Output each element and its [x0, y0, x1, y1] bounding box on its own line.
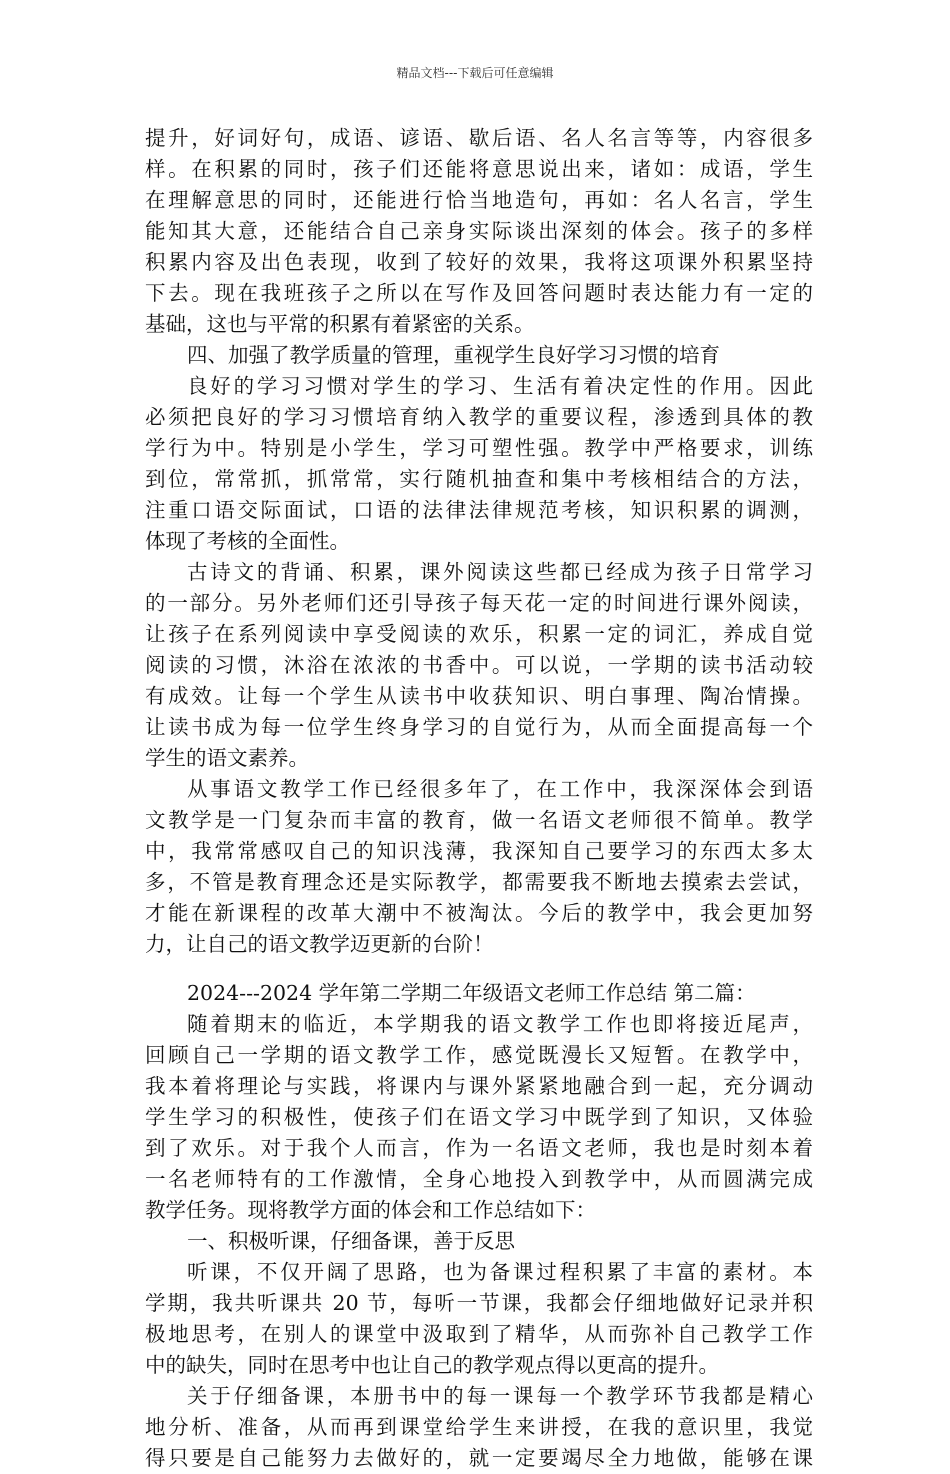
text-line: 让读书成为每一位学生终身学习的自觉行为，从而全面提高每一个: [145, 715, 813, 739]
text-line: 让孩子在系列阅读中享受阅读的欢乐，积累一定的词汇，养成自觉: [145, 622, 813, 646]
text-line: 极地思考，在别人的课堂中汲取到了精华，从而弥补自己教学工作: [145, 1322, 813, 1346]
text-line: 学生的语文素养。: [145, 746, 309, 770]
text-line: 积累内容及出色表现，收到了较好的效果，我将这项课外积累坚持: [145, 250, 813, 274]
text-line: 样。在积累的同时，孩子们还能将意思说出来，诸如：成语，学生: [145, 157, 813, 181]
text-line: 一、积极听课，仔细备课，善于反思: [187, 1229, 515, 1253]
text-line: 必须把良好的学习习惯培育纳入教学的重要议程，渗透到具体的教: [145, 405, 813, 429]
text-line: 学期，我共听课共 20 节，每听一节课，我都会仔细地做好记录并积: [145, 1291, 813, 1315]
text-line: 在理解意思的同时，还能进行恰当地造句，再如：名人名言，学生: [145, 188, 813, 212]
page-header: 精品文档---下载后可任意编辑: [396, 66, 554, 80]
text-line: 阅读的习惯，沐浴在浓浓的书香中。可以说，一学期的读书活动较: [145, 653, 813, 677]
document-body: [145, 123, 813, 1474]
text-line: 提升，好词好句，成语、谚语、歇后语、名人名言等等，内容很多: [145, 126, 813, 150]
text-line: 我本着将理论与实践，将课内与课外紧紧地融合到一起，充分调动: [145, 1074, 813, 1098]
text-line: 学行为中。特别是小学生，学习可塑性强。教学中严格要求，训练: [145, 436, 813, 460]
text-line: 基础，这也与平常的积累有着紧密的关系。: [145, 312, 535, 336]
text-line: 能知其大意，还能结合自己亲身实际谈出深刻的体会。孩子的多样: [145, 219, 813, 243]
text-line: 学生学习的积极性，使孩子们在语文学习中既学到了知识，又体验: [145, 1105, 813, 1129]
text-line: 良好的学习习惯对学生的学习、生活有着决定性的作用。因此: [187, 374, 813, 398]
text-line: 文教学是一门复杂而丰富的教育，做一名语文老师很不简单。教学: [145, 808, 813, 832]
text-line: 教学任务。现将教学方面的体会和工作总结如下：: [145, 1198, 596, 1222]
text-line: 到了欢乐。对于我个人而言，作为一名语文老师，我也是时刻本着: [145, 1136, 813, 1160]
text-line: 力，让自己的语文教学迈更新的台阶！: [145, 932, 494, 956]
text-line: 注重口语交际面试，口语的法律法律规范考核，知识积累的调测，: [145, 498, 813, 522]
text-line: 得只要是自己能努力去做好的，就一定要竭尽全力地做，能够在课: [145, 1446, 813, 1470]
text-line: 随着期末的临近，本学期我的语文教学工作也即将接近尾声，: [187, 1012, 813, 1036]
text-line: 中的缺失，同时在思考中也让自己的教学观点得以更高的提升。: [145, 1353, 719, 1377]
text-line: 一名老师特有的工作激情，全身心地投入到教学中，从而圆满完成: [145, 1167, 813, 1191]
text-line: 体现了考核的全面性。: [145, 529, 350, 553]
text-line: 听课，不仅开阔了思路，也为备课过程积累了丰富的素材。本: [187, 1260, 813, 1284]
text-line: 四、加强了教学质量的管理，重视学生良好学习习惯的培育: [187, 343, 720, 367]
text-line: 下去。现在我班孩子之所以在写作及回答问题时表达能力有一定的: [145, 281, 813, 305]
text-line: 回顾自己一学期的语文教学工作，感觉既漫长又短暂。在教学中，: [145, 1043, 813, 1067]
text-line: 有成效。让每一个学生从读书中收获知识、明白事理、陶冶情操。: [145, 684, 813, 708]
text-line: 地分析、准备，从而再到课堂给学生来讲授，在我的意识里，我觉: [145, 1415, 813, 1439]
text-line: 从事语文教学工作已经很多年了，在工作中，我深深体会到语: [187, 777, 813, 801]
text-line: 2024---2024 学年第二学期二年级语文老师工作总结 第二篇：: [187, 981, 756, 1005]
text-line: 中，我常常感叹自己的知识浅薄，我深知自己要学习的东西太多太: [145, 839, 813, 863]
text-line: 关于仔细备课，本册书中的每一课每一个教学环节我都是精心: [187, 1384, 813, 1408]
text-line: 才能在新课程的改革大潮中不被淘汰。今后的教学中，我会更加努: [145, 901, 813, 925]
text-line: 到位，常常抓，抓常常，实行随机抽查和集中考核相结合的方法，: [145, 467, 813, 491]
text-line: 古诗文的背诵、积累，课外阅读这些都已经成为孩子日常学习: [187, 560, 813, 584]
text-line: 多，不管是教育理念还是实际教学，都需要我不断地去摸索去尝试，: [145, 870, 813, 894]
text-line: 的一部分。另外老师们还引导孩子每天花一定的时间进行课外阅读，: [145, 591, 813, 615]
